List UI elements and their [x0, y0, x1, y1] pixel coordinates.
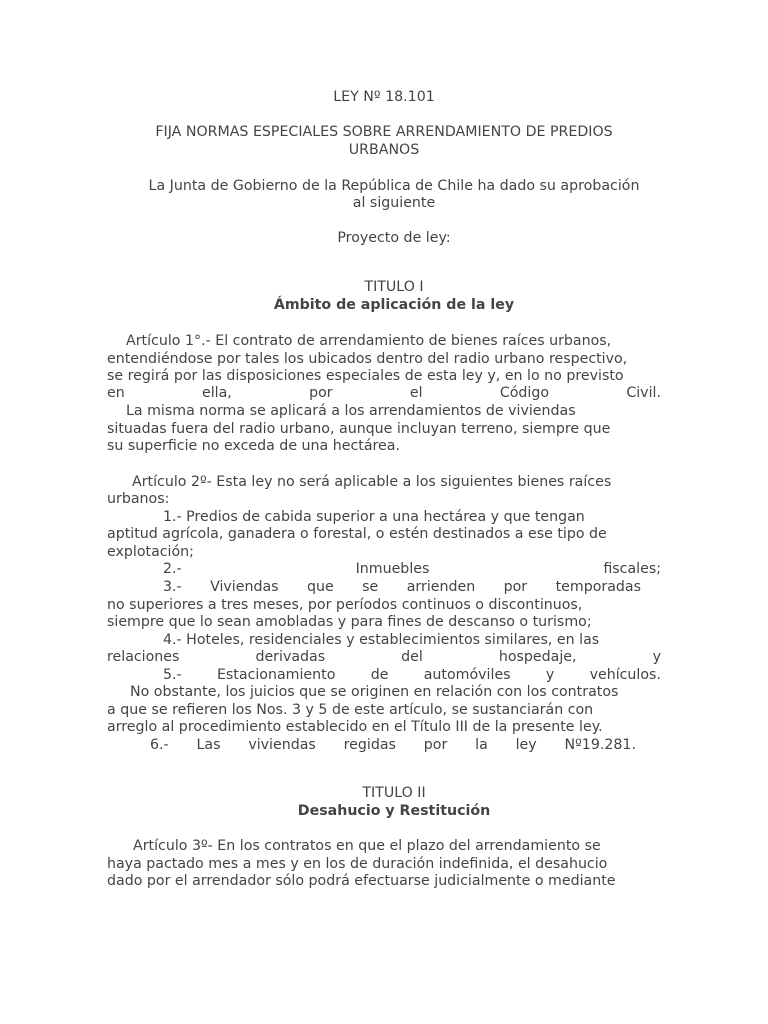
- word: Civil.: [626, 385, 661, 401]
- word: por: [309, 385, 333, 401]
- word: el: [409, 385, 423, 401]
- word: vehículos.: [589, 667, 661, 683]
- art2-line-3: 1.- Predios de cabida superior a una hectárea y que tengan: [163, 509, 585, 525]
- word: viviendas: [248, 737, 316, 753]
- word: Inmuebles: [355, 561, 430, 577]
- titulo-2-subheading: Desahucio y Restitución: [297, 803, 491, 819]
- word: regidas: [343, 737, 396, 753]
- preamble-line-1: La Junta de Gobierno de la República de Chile ha dado su aprobación: [148, 178, 640, 194]
- word: Nº19.281.: [564, 737, 636, 753]
- word: Estacionamiento: [216, 667, 336, 683]
- titulo-1-heading: TITULO I: [364, 279, 424, 295]
- art1-line-5: La misma norma se aplicará a los arrendamientos de viviendas: [126, 403, 576, 419]
- word: arrienden: [406, 579, 476, 595]
- word: se: [362, 579, 379, 595]
- law-title-line-2: URBANOS: [348, 142, 420, 158]
- art1-line-7: su superficie no exceda de una hectárea.: [107, 438, 400, 454]
- art2-line-2: urbanos:: [107, 491, 170, 507]
- word: Las: [196, 737, 221, 753]
- word: la: [475, 737, 488, 753]
- word: temporadas: [555, 579, 641, 595]
- art2-line-5: explotación;: [107, 544, 194, 560]
- art3-line-1: Artículo 3º- En los contratos en que el plazo del arrendamiento se: [133, 838, 601, 854]
- word: 3.-: [163, 579, 182, 595]
- word: y: [652, 649, 661, 665]
- art1-line-2: entendiéndose por tales los ubicados dentro del radio urbano respectivo,: [107, 351, 628, 367]
- art2-line-4: aptitud agrícola, ganadera o forestal, o estén destinados a ese tipo de: [107, 526, 607, 542]
- word: hospedaje,: [498, 649, 577, 665]
- word: 2.-: [163, 561, 182, 577]
- preamble-line-2: al siguiente: [352, 195, 436, 211]
- word: fiscales;: [603, 561, 661, 577]
- word: 6.-: [150, 737, 169, 753]
- titulo-1-subheading: Ámbito de aplicación de la ley: [273, 297, 515, 313]
- word: del: [401, 649, 423, 665]
- word: 5.-: [163, 667, 182, 683]
- art2-line-8: no superiores a tres meses, por períodos continuos o discontinuos,: [107, 597, 583, 613]
- art2-line-16: [150, 737, 636, 754]
- art2-line-1: Artículo 2º- Esta ley no será aplicable a los siguientes bienes raíces: [132, 474, 612, 490]
- word: en: [107, 385, 125, 401]
- word: automóviles: [423, 667, 511, 683]
- word: por: [423, 737, 448, 753]
- art2-line-14: a que se refieren los Nos. 3 y 5 de este artículo, se sustanciarán con: [107, 702, 594, 718]
- law-title-line-1: FIJA NORMAS ESPECIALES SOBRE ARRENDAMIENTO DE PREDIOS: [155, 124, 613, 140]
- word: relaciones: [107, 649, 180, 665]
- art2-line-10: 4.- Hoteles, residenciales y establecimientos similares, en las: [163, 632, 600, 648]
- art2-line-6: [163, 561, 661, 578]
- art2-line-11: [107, 649, 661, 666]
- proyecto-label: Proyecto de ley:: [337, 230, 451, 246]
- art1-line-4: [107, 385, 661, 402]
- art2-line-15: arreglo al procedimiento establecido en el Título III de la presente ley.: [107, 719, 603, 735]
- art1-line-3: se regirá por las disposiciones especiales de esta ley y, en lo no previsto: [107, 368, 624, 384]
- art2-line-7: [163, 579, 641, 596]
- word: Viviendas: [210, 579, 279, 595]
- art3-line-2: haya pactado mes a mes y en los de duración indefinida, el desahucio: [107, 856, 608, 872]
- word: y: [545, 667, 555, 683]
- titulo-2-heading: TITULO II: [362, 785, 426, 801]
- word: por: [503, 579, 528, 595]
- art2-line-12: [163, 667, 661, 684]
- word: ley: [515, 737, 537, 753]
- word: ella,: [202, 385, 232, 401]
- art1-line-6: situadas fuera del radio urbano, aunque incluyan terreno, siempre que: [107, 421, 611, 437]
- law-number: LEY Nº 18.101: [333, 89, 435, 105]
- word: Código: [499, 385, 550, 401]
- art3-line-3: dado por el arrendador sólo podrá efectuarse judicialmente o mediante: [107, 873, 616, 889]
- word: derivadas: [255, 649, 326, 665]
- word: que: [307, 579, 334, 595]
- art2-line-9: siempre que lo sean amobladas y para fines de descanso o turismo;: [107, 614, 592, 630]
- word: de: [370, 667, 389, 683]
- art2-line-13: No obstante, los juicios que se originen en relación con los contratos: [130, 684, 619, 700]
- art1-line-1: Artículo 1°.- El contrato de arrendamiento de bienes raíces urbanos,: [126, 333, 612, 349]
